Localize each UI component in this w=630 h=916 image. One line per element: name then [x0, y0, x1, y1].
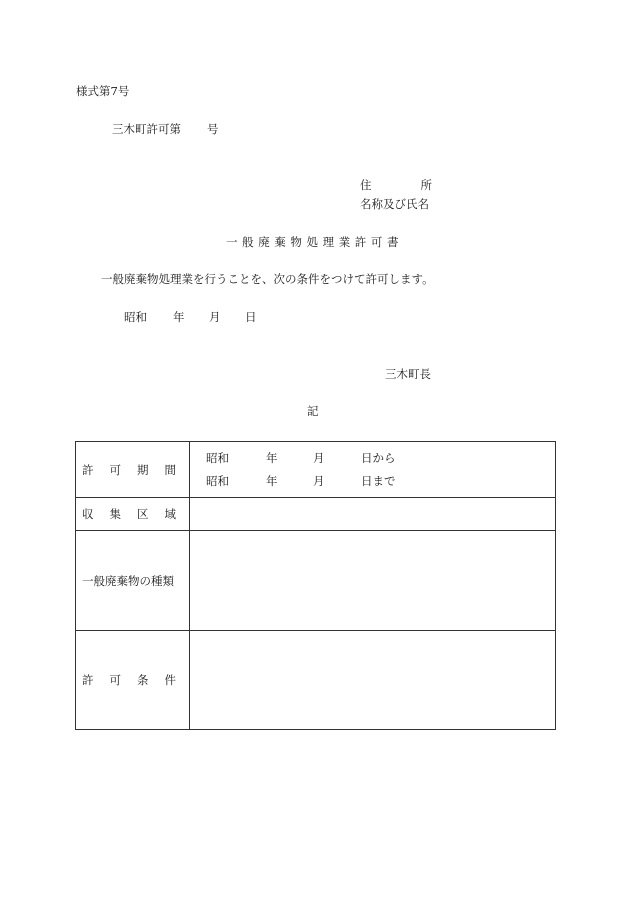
- waste-type-label-cell: [76, 531, 190, 631]
- address-label: [360, 180, 432, 192]
- period-to-era: 昭和: [206, 474, 229, 488]
- conditions-label: [82, 672, 176, 688]
- period-to-month: 月: [313, 474, 325, 488]
- label-char: 条: [137, 673, 149, 687]
- label-char: 住: [360, 178, 372, 192]
- period-from-era: 昭和: [206, 451, 229, 465]
- issue-date-era: 昭和: [124, 310, 147, 324]
- period-from: [190, 447, 555, 470]
- period-label: [82, 462, 176, 478]
- conditions-table: [75, 441, 556, 730]
- table-row: [76, 531, 556, 631]
- conditions-value-cell: [190, 631, 556, 730]
- table-row: [76, 498, 556, 531]
- form-number: 様式第7号: [76, 84, 130, 98]
- period-to-year: 年: [266, 474, 278, 488]
- label-char: 域: [164, 507, 176, 521]
- issuer: 三木町長: [385, 367, 431, 381]
- issue-date: [124, 312, 257, 324]
- name-label: 名称及び氏名: [360, 197, 429, 211]
- conditions-label-cell: [76, 631, 190, 730]
- period-to: [190, 470, 555, 493]
- area-value-cell: [190, 498, 556, 531]
- label-char: 区: [137, 507, 149, 521]
- document-title: 一般廃棄物処理業許可書: [226, 235, 404, 249]
- label-char: 許: [82, 462, 94, 477]
- label-char: 集: [109, 507, 121, 521]
- label-char: 可: [109, 673, 121, 687]
- body-text: 一般廃棄物処理業を行うことを、次の条件をつけて許可します。: [101, 272, 434, 286]
- waste-type-label: 一般廃棄物の種類: [82, 573, 174, 588]
- period-from-day: 日から: [361, 451, 396, 465]
- period-from-year: 年: [266, 451, 278, 465]
- period-label-cell: [76, 442, 190, 498]
- period-value-cell: [190, 442, 556, 498]
- permit-number-label: 三木町許可第: [112, 122, 181, 136]
- area-label-cell: [76, 498, 190, 531]
- issue-date-year: 年: [173, 310, 185, 324]
- period-from-month: 月: [313, 451, 325, 465]
- waste-type-value-cell: [190, 531, 556, 631]
- area-label: [82, 506, 176, 522]
- label-char: 可: [109, 462, 121, 477]
- ki-heading: 記: [307, 404, 319, 418]
- label-char: 収: [82, 507, 94, 521]
- table-row: [76, 442, 556, 498]
- label-char: 期: [137, 462, 149, 477]
- table-row: [76, 631, 556, 730]
- issue-date-month: 月: [209, 310, 221, 324]
- issue-date-day: 日: [245, 310, 257, 324]
- label-char: 許: [82, 673, 94, 687]
- label-char: 所: [420, 178, 432, 192]
- label-char: 間: [164, 462, 176, 477]
- label-char: 件: [164, 673, 176, 687]
- permit-number-suffix: 号: [207, 122, 219, 136]
- period-to-day: 日まで: [361, 474, 396, 488]
